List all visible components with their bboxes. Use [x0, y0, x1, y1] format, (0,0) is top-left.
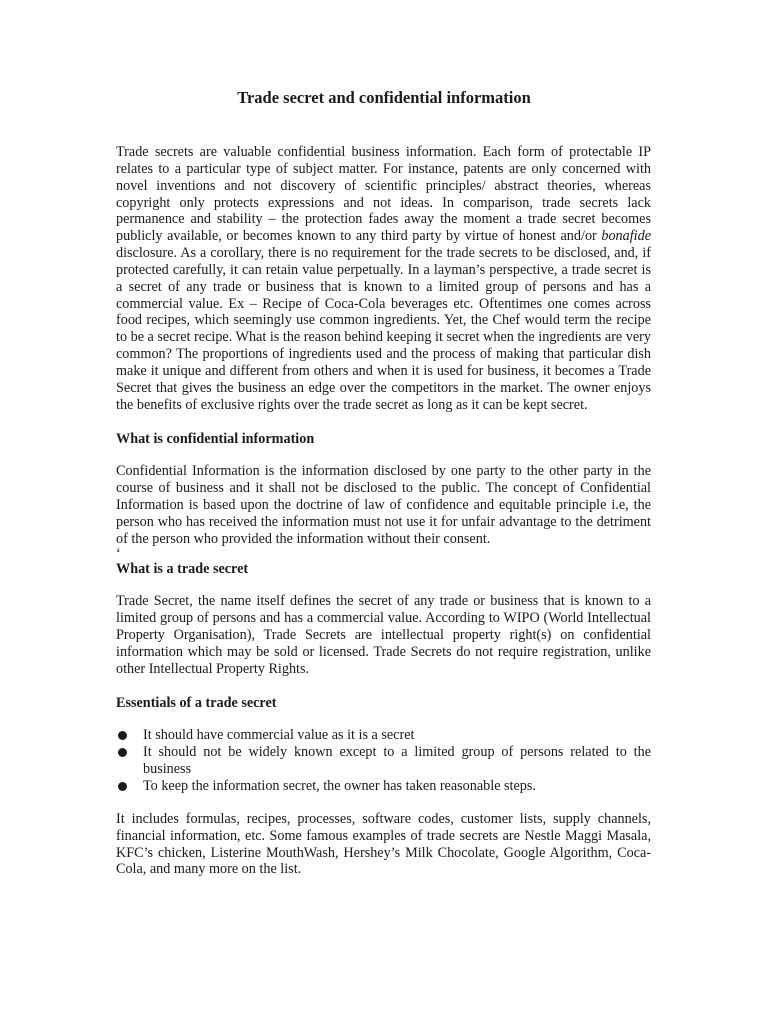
essentials-list: [116, 727, 651, 794]
list-item: It should not be widely known except to a limited group of persons related to the business: [116, 744, 651, 778]
document-body: [116, 144, 651, 878]
trade-secret-heading: What is a trade secret: [116, 560, 249, 577]
confidential-heading: What is confidential information: [116, 430, 315, 447]
document-title: Trade secret and confidential information: [237, 88, 531, 107]
examples-paragraph: It includes formulas, recipes, processes, software codes, customer lists, supply channels, financial information, etc. Some famous examples of trade secrets are Nestle Maggi Masala, KFC’s chicken, Listerine MouthWash, Hershey’s Milk Chocolate, Google Algorithm, Coca-Cola, and many more on the list.: [116, 810, 651, 878]
list-item: To keep the information secret, the owner has taken reasonable steps.: [116, 778, 651, 795]
intro-paragraph: [116, 144, 651, 414]
intro-text-part2: disclosure. As a corollary, there is no requirement for the trade secrets to be disclosed, and, if protected carefully, it can retain value perpetually. In a layman’s perspective, a trade secret is a secret of any trade or business that is known to a limited group of persons and has a commercial value. Ex – Recipe of Coca-Cola beverages etc. Oftentimes one comes across food recipes, which seemingly use common ingredients. Yet, the Chef would term the recipe to be a secret recipe. What is the reason behind keeping it secret when the ingredients are very common? The proportions of ingredients used and the process of making that particular dish make it unique and different from others and when it is used for business, it becomes a Trade Secret that gives the business an edge over the competitors in the market. The owner enjoys the benefits of exclusive rights over the trade secret as long as it can be kept secret.: [116, 245, 651, 413]
intro-text-part1: Trade secrets are valuable confidential business information. Each form of protectable IP relates to a particular type of subject matter. For instance, patents are only concerned with novel inventions and not discovery of scientific principles/ abstract theories, whereas copyright only protects expressions and not ideas. In comparison, trade secrets lack permanence and stability – the protection fades away the moment a trade secret becomes publicly available, or becomes known to any third party by virtue of honest and/or: [116, 144, 651, 245]
trade-secret-paragraph: Trade Secret, the name itself defines the secret of any trade or business that is known to a limited group of persons and has a commercial value. According to WIPO (World Intellectual Property Organisation), Trade Secrets are intellectual property right(s) on confidential information which may be sold or licensed. Trade Secrets do not require registration, unlike other Intellectual Property Rights.: [116, 593, 651, 677]
intro-italic-term: bonafide: [601, 228, 651, 245]
stray-quote-mark: ‘: [116, 545, 121, 562]
confidential-paragraph: Confidential Information is the information disclosed by one party to the other party in the course of business and it shall not be disclosed to the public. The concept of Confidential Information is based upon the doctrine of law of confidence and equitable principle i.e, the person who has received the information must not use it for unfair advantage to the detriment of the person who provided the information without their consent.: [116, 463, 651, 547]
list-item: It should have commercial value as it is a secret: [116, 727, 651, 744]
essentials-heading: Essentials of a trade secret: [116, 694, 277, 711]
